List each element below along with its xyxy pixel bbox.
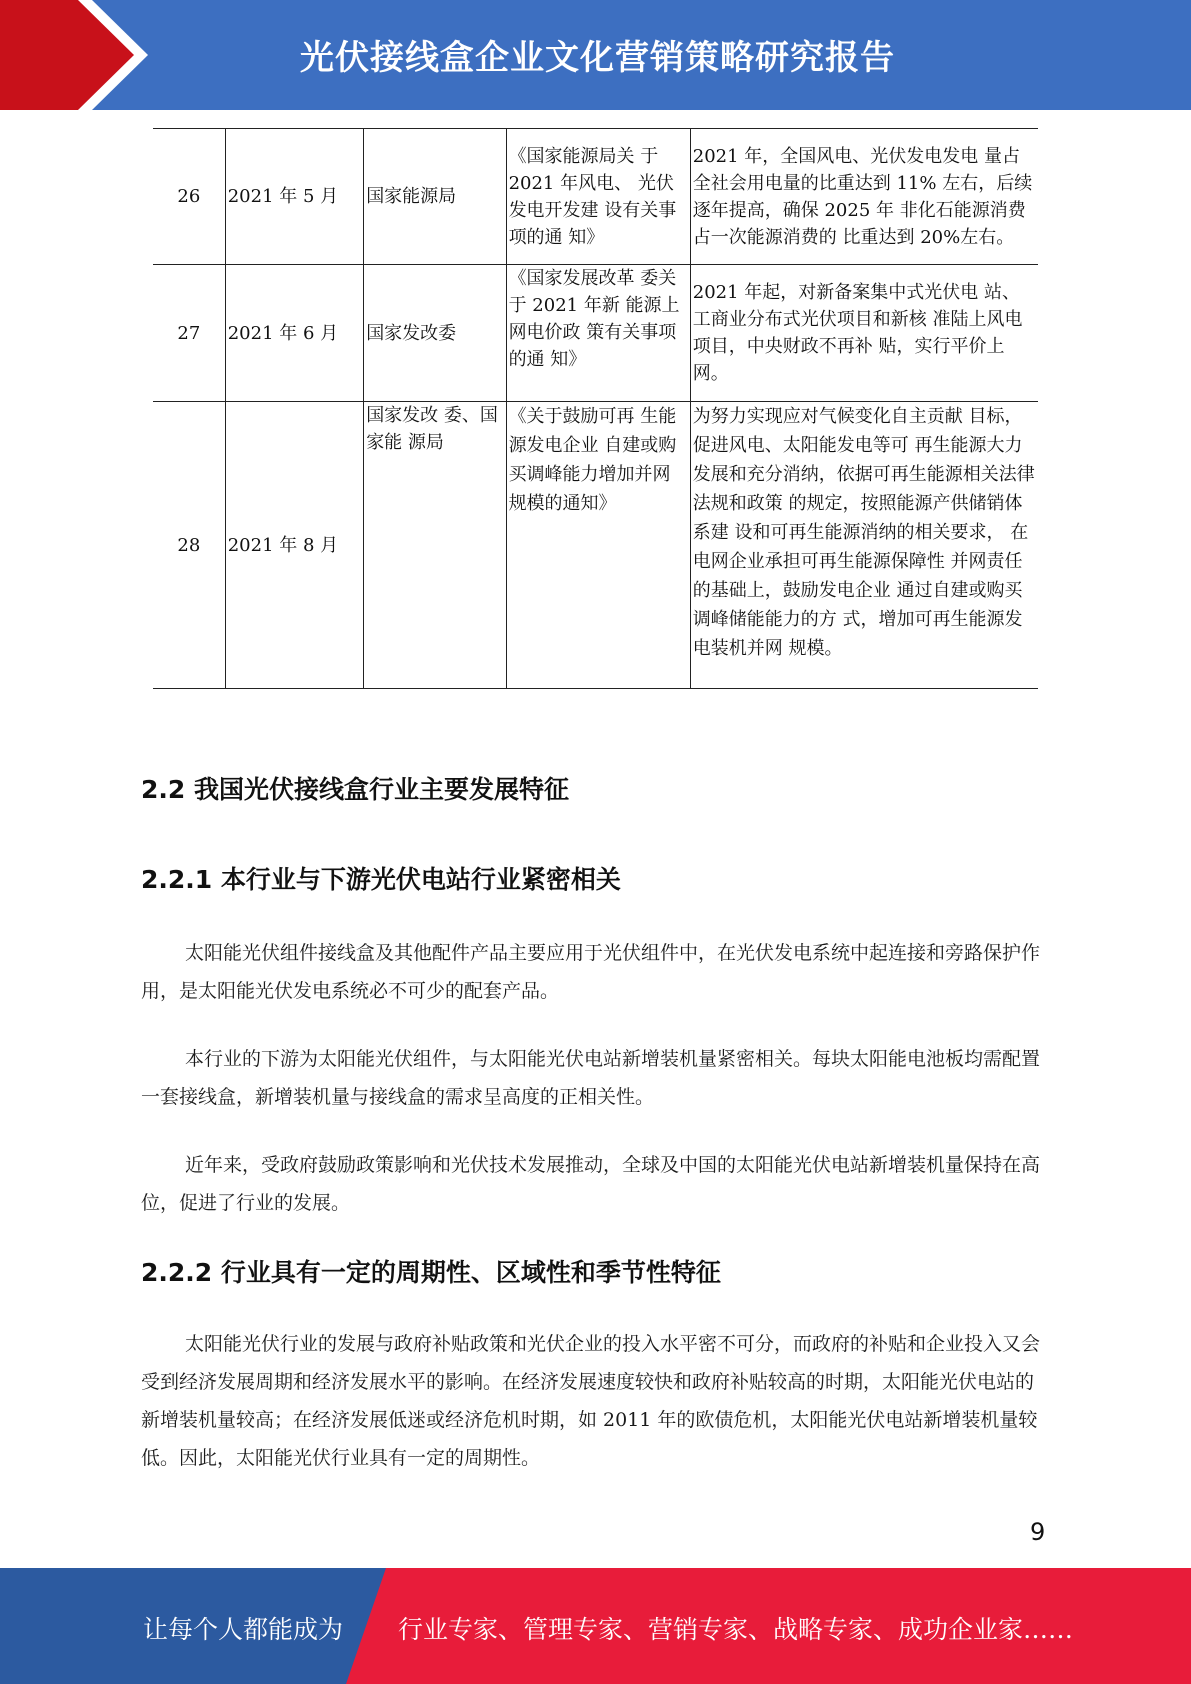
row-document: 《国家能源局关 于 2021 年风电、 光伏发电开发建 设有关事项的通 知》 (506, 129, 690, 265)
row-department: 国家发改委 (364, 265, 506, 402)
table-row (153, 265, 1038, 402)
row-number: 26 (177, 186, 201, 207)
footer-slogan-right: 行业专家、管理专家、营销专家、战略专家、成功企业家…… (398, 1615, 1074, 1644)
header-chevron-decoration (0, 0, 150, 110)
row-document: 《关于鼓励可再 生能源发电企业 自建或购买调峰能力增加并网规模的通知》 (506, 402, 690, 689)
table-row (153, 402, 1038, 689)
row-date: 2021 年 5 月 (225, 129, 363, 265)
paragraph: 太阳能光伏组件接线盒及其他配件产品主要应用于光伏组件中，在光伏发电系统中起连接和旁路保护作用，是太阳能光伏发电系统必不可少的配套产品。 (141, 942, 1041, 1002)
footer-slogan-left: 让每个人都能成为 (143, 1615, 344, 1644)
row-number: 27 (177, 322, 201, 344)
row-document: 《国家发展改革 委关于 2021 年新 能源上网电价政 策有关事项的通 知》 (506, 265, 690, 402)
row-department: 国家发改 委、国家能 源局 (364, 402, 506, 689)
page-number: 9 (1030, 1518, 1046, 1546)
policy-table (153, 128, 1038, 689)
row-date: 2021 年 6 月 (225, 265, 363, 402)
report-title: 光伏接线盒企业文化营销策略研究报告 (300, 38, 895, 78)
paragraph: 太阳能光伏行业的发展与政府补贴政策和光伏企业的投入水平密不可分，而政府的补贴和企业投入又会受到经济发展周期和经济发展水平的影响。在经济发展速度较快和政府补贴较高的时期，太阳能光伏电站的新增装机量较高；在经济发展低迷或经济危机时期，如 2011 年的欧债危机，太阳能光伏电站新增装机量较低。因此，太阳能光伏行业具有一定的周期性。 (141, 1333, 1041, 1469)
section-heading-2-2-1: 2.2.1 本行业与下游光伏电站行业紧密相关 (141, 865, 621, 894)
table-row (153, 129, 1038, 265)
row-content: 2021 年，全国风电、光伏发电发电 量占全社会用电量的比重达到 11% 左右，后续逐年提高，确保 2025 年 非化石能源消费占一次能源消费的 比重达到 20%左右。 (690, 129, 1038, 265)
paragraph: 近年来，受政府鼓励政策影响和光伏技术发展推动，全球及中国的太阳能光伏电站新增装机量保持在高位，促进了行业的发展。 (141, 1154, 1041, 1214)
row-content: 2021 年起，对新备案集中式光伏电 站、工商业分布式光伏项目和新核 准陆上风电项目，中央财政不再补 贴，实行平价上网。 (690, 265, 1038, 402)
row-content: 为努力实现应对气候变化自主贡献 目标，促进风电、太阳能发电等可 再生能源大力发展和充分消纳，依据可再生能源相关法律法规和政策 的规定，按照能源产供储销体系建 设和可再生能源消纳的相关要求， 在电网企业承担可再生能源保障性 并网责任的基础上，鼓励发电企业 通过自建或购买调峰储能能力的方 式，增加可再生能源发电装机并网 规模。 (690, 402, 1038, 689)
section-heading-2-2: 2.2 我国光伏接线盒行业主要发展特征 (141, 775, 569, 804)
paragraph: 本行业的下游为太阳能光伏组件，与太阳能光伏电站新增装机量紧密相关。每块太阳能电池板均需配置一套接线盒，新增装机量与接线盒的需求呈高度的正相关性。 (141, 1048, 1041, 1108)
section-heading-2-2-2: 2.2.2 行业具有一定的周期性、区域性和季节性特征 (141, 1258, 721, 1287)
row-department: 国家能源局 (364, 129, 506, 265)
page-header (0, 0, 1191, 110)
row-number: 28 (177, 534, 201, 556)
page-footer (0, 1568, 1191, 1684)
row-date: 2021 年 8 月 (225, 402, 363, 689)
